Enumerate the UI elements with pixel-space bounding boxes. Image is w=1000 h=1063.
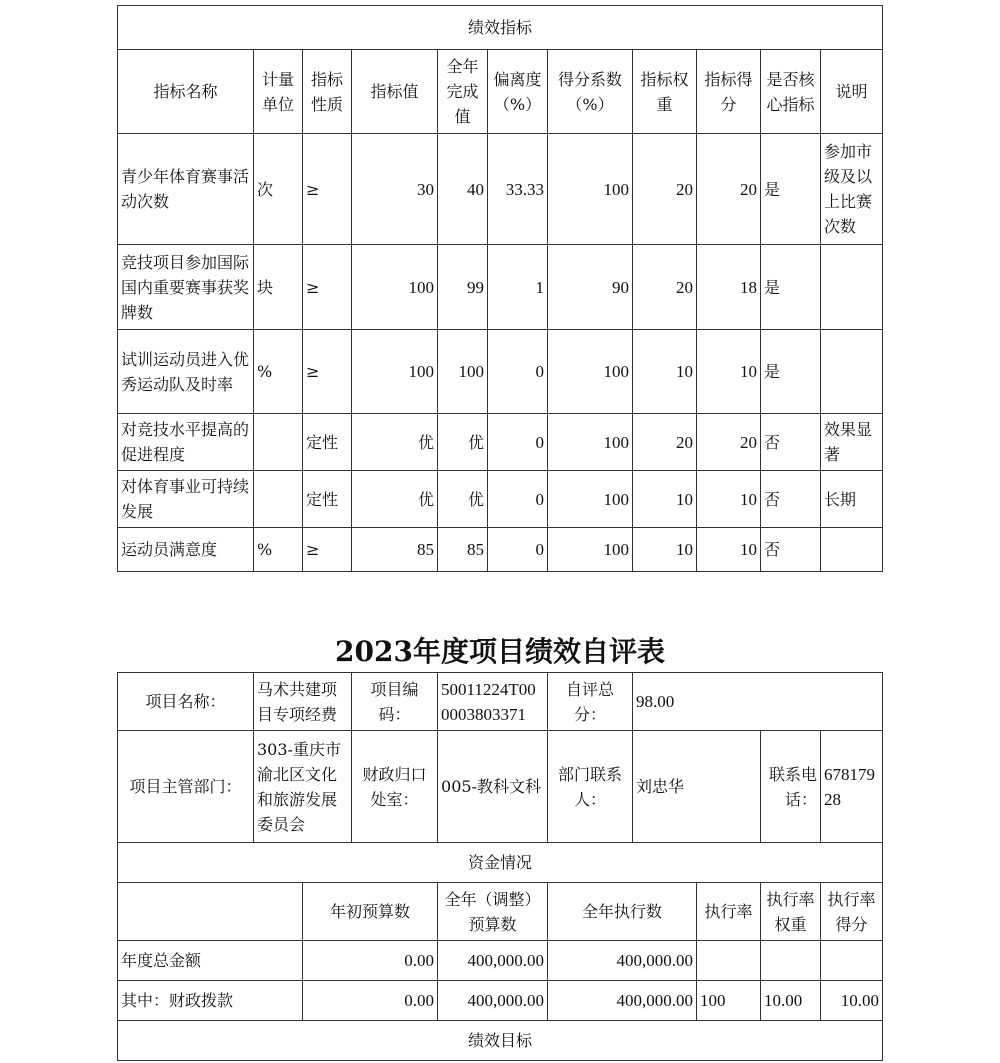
project-table [117, 672, 883, 1061]
indicator-value: 85 [352, 528, 438, 572]
funds-row-label: 年度总金额 [118, 941, 303, 981]
goals-section-title: 绩效目标 [118, 1021, 883, 1061]
indicator-deviation: 0 [488, 528, 548, 572]
indicator-deviation: 0 [488, 330, 548, 414]
self-score-label: 自评总分： [548, 673, 633, 731]
dept-value: 303-重庆市渝北区文化和旅游发展委员会 [254, 731, 352, 843]
header-value: 指标值 [352, 50, 438, 134]
indicator-nature: ≥ [303, 528, 352, 572]
department-row [118, 731, 883, 843]
indicator-score: 10 [697, 330, 761, 414]
indicator-weight: 20 [633, 134, 697, 245]
table-row [118, 941, 883, 981]
indicator-coefficient: 100 [548, 414, 633, 471]
indicator-value: 优 [352, 471, 438, 528]
indicator-score: 18 [697, 245, 761, 330]
indicator-score: 20 [697, 134, 761, 245]
indicator-note: 参加市级及以上比赛次数 [821, 134, 883, 245]
indicator-note [821, 528, 883, 572]
indicator-deviation: 33.33 [488, 134, 548, 245]
funds-header-row [118, 883, 883, 941]
header-core: 是否核心指标 [761, 50, 821, 134]
indicator-nature: ≥ [303, 134, 352, 245]
indicator-completed: 40 [438, 134, 488, 245]
indicator-weight: 20 [633, 245, 697, 330]
table-row [118, 330, 883, 414]
header-rate-score: 执行率得分 [821, 883, 883, 941]
table-row [118, 245, 883, 330]
header-unit: 计量单位 [254, 50, 303, 134]
indicator-coefficient: 100 [548, 528, 633, 572]
indicator-weight: 20 [633, 414, 697, 471]
funds-header-empty [118, 883, 303, 941]
page-title: 2023年度项目绩效自评表 [335, 635, 665, 668]
indicator-value: 100 [352, 330, 438, 414]
indicator-core: 是 [761, 330, 821, 414]
funds-rate-score: 10.00 [821, 981, 883, 1021]
table-row [118, 134, 883, 245]
table-row [118, 981, 883, 1021]
project-info-row [118, 673, 883, 731]
funds-initial: 0.00 [303, 941, 438, 981]
header-weight: 指标权重 [633, 50, 697, 134]
funds-row-label: 其中：财政拨款 [118, 981, 303, 1021]
indicator-name: 对体育事业可持续发展 [118, 471, 254, 528]
header-rate-weight: 执行率权重 [761, 883, 821, 941]
indicator-note: 长期 [821, 471, 883, 528]
header-executed: 全年执行数 [548, 883, 697, 941]
funds-rate-weight [761, 941, 821, 981]
indicator-score: 10 [697, 528, 761, 572]
indicator-deviation: 0 [488, 414, 548, 471]
project-code-label: 项目编码： [352, 673, 438, 731]
header-note: 说明 [821, 50, 883, 134]
indicator-nature: ≥ [303, 330, 352, 414]
funds-rate-weight: 10.00 [761, 981, 821, 1021]
indicator-core: 是 [761, 245, 821, 330]
funds-rate: 100 [697, 981, 761, 1021]
header-completed: 全年完成值 [438, 50, 488, 134]
indicator-header-row [118, 50, 883, 134]
project-code-value: 50011224T000003803371 [438, 673, 548, 731]
indicator-core: 否 [761, 528, 821, 572]
funds-adjusted: 400,000.00 [438, 981, 548, 1021]
indicator-weight: 10 [633, 471, 697, 528]
indicator-deviation: 0 [488, 471, 548, 528]
phone-value: 67817928 [821, 731, 883, 843]
contact-label: 部门联系人： [548, 731, 633, 843]
indicator-score: 20 [697, 414, 761, 471]
contact-value: 刘忠华 [633, 731, 761, 843]
indicator-completed: 99 [438, 245, 488, 330]
indicator-nature: ≥ [303, 245, 352, 330]
indicator-coefficient: 100 [548, 330, 633, 414]
indicator-completed: 100 [438, 330, 488, 414]
header-score: 指标得分 [697, 50, 761, 134]
finance-value: 005-教科文科 [438, 731, 548, 843]
indicator-core: 否 [761, 414, 821, 471]
table-row [118, 414, 883, 471]
indicator-completed: 优 [438, 414, 488, 471]
indicator-completed: 优 [438, 471, 488, 528]
indicator-unit [254, 471, 303, 528]
header-deviation: 偏离度（%） [488, 50, 548, 134]
header-adjusted-budget: 全年（调整）预算数 [438, 883, 548, 941]
indicator-nature: 定性 [303, 471, 352, 528]
funds-rate-score [821, 941, 883, 981]
funds-adjusted: 400,000.00 [438, 941, 548, 981]
indicator-name: 试训运动员进入优秀运动队及时率 [118, 330, 254, 414]
indicator-unit: % [254, 330, 303, 414]
indicator-note [821, 330, 883, 414]
table-row [118, 528, 883, 572]
funds-initial: 0.00 [303, 981, 438, 1021]
indicator-unit [254, 414, 303, 471]
project-name-value: 马术共建项目专项经费 [254, 673, 352, 731]
indicator-core: 否 [761, 471, 821, 528]
indicator-name: 竞技项目参加国际国内重要赛事获奖牌数 [118, 245, 254, 330]
phone-label: 联系电话： [761, 731, 821, 843]
header-coefficient: 得分系数（%） [548, 50, 633, 134]
indicator-coefficient: 100 [548, 471, 633, 528]
indicator-unit: % [254, 528, 303, 572]
header-nature: 指标性质 [303, 50, 352, 134]
indicator-table [117, 5, 883, 572]
indicator-coefficient: 90 [548, 245, 633, 330]
indicator-unit: 块 [254, 245, 303, 330]
table-row [118, 471, 883, 528]
indicator-section-title: 绩效指标 [118, 6, 883, 50]
finance-label: 财政归口处室： [352, 731, 438, 843]
indicator-name: 运动员满意度 [118, 528, 254, 572]
indicator-weight: 10 [633, 528, 697, 572]
header-name: 指标名称 [118, 50, 254, 134]
indicator-name: 对竞技水平提高的促进程度 [118, 414, 254, 471]
self-score-value: 98.00 [633, 673, 883, 731]
header-exec-rate: 执行率 [697, 883, 761, 941]
indicator-score: 10 [697, 471, 761, 528]
indicator-name: 青少年体育赛事活动次数 [118, 134, 254, 245]
funds-executed: 400,000.00 [548, 941, 697, 981]
header-initial-budget: 年初预算数 [303, 883, 438, 941]
project-name-label: 项目名称： [118, 673, 254, 731]
indicator-unit: 次 [254, 134, 303, 245]
dept-label: 项目主管部门： [118, 731, 254, 843]
funds-rate [697, 941, 761, 981]
indicator-nature: 定性 [303, 414, 352, 471]
indicator-completed: 85 [438, 528, 488, 572]
indicator-note: 效果显著 [821, 414, 883, 471]
indicator-weight: 10 [633, 330, 697, 414]
indicator-deviation: 1 [488, 245, 548, 330]
funds-section-title: 资金情况 [118, 843, 883, 883]
indicator-note [821, 245, 883, 330]
indicator-coefficient: 100 [548, 134, 633, 245]
funds-executed: 400,000.00 [548, 981, 697, 1021]
indicator-value: 优 [352, 414, 438, 471]
indicator-core: 是 [761, 134, 821, 245]
indicator-value: 30 [352, 134, 438, 245]
indicator-value: 100 [352, 245, 438, 330]
